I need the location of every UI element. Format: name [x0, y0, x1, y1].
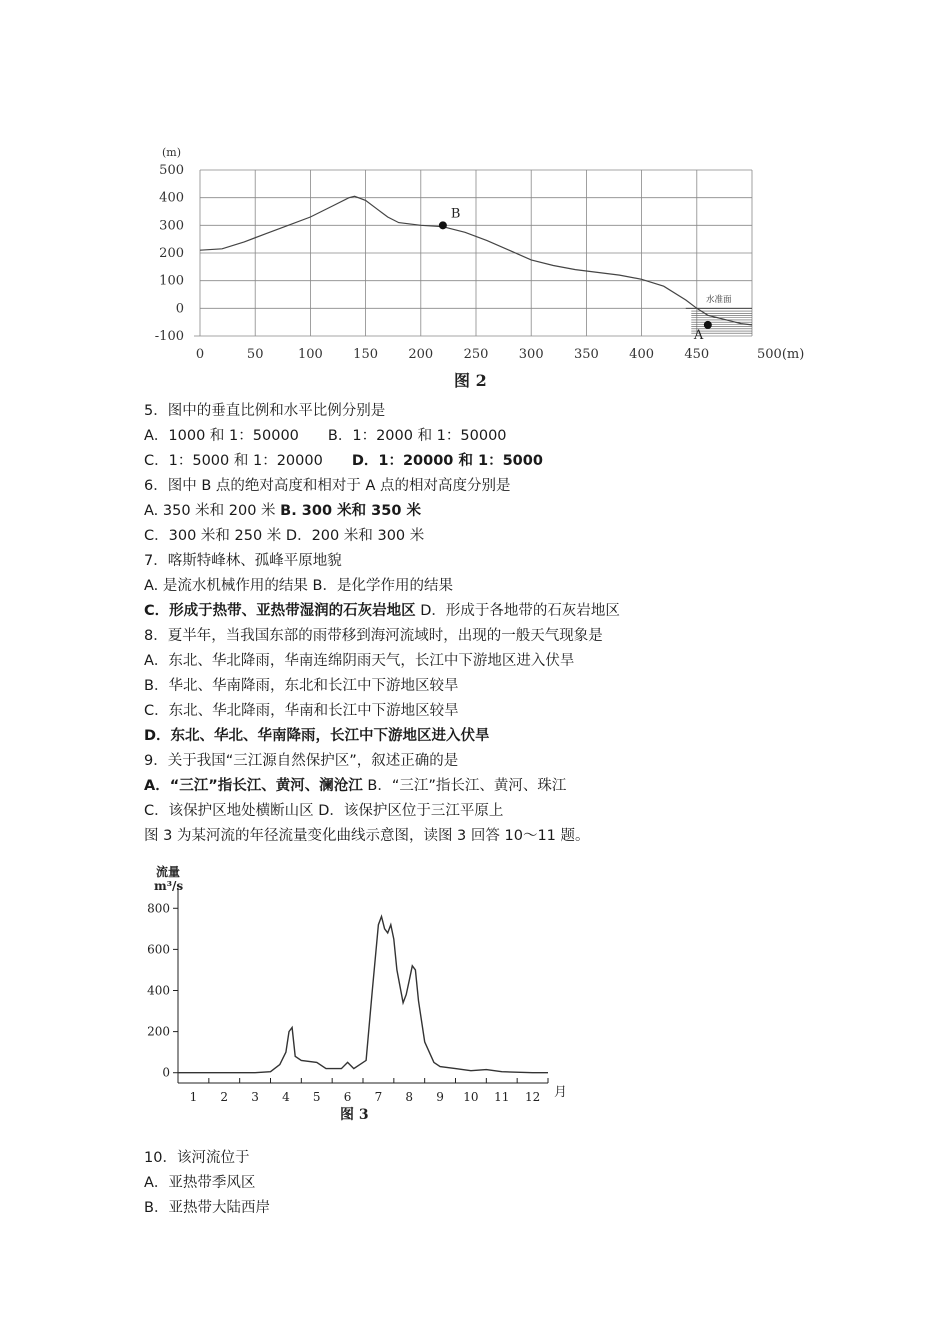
figure-3-caption: 图 3 — [340, 1107, 369, 1123]
y-tick-label: 800 — [147, 901, 170, 916]
figure-3-axes — [173, 888, 548, 1083]
question-line — [144, 799, 764, 824]
question-line — [144, 574, 764, 599]
y-tick-label: 400 — [147, 983, 170, 998]
question-line — [144, 1146, 764, 1171]
question-text: B．亚热带大陆西岸 — [144, 1200, 270, 1216]
question-text: C．1：5000 和 1：20000 — [144, 453, 352, 469]
question-line — [144, 774, 764, 799]
question-line — [144, 699, 764, 724]
x-tick-label: 200 — [408, 347, 434, 362]
question-text: B．华北、华南降雨，东北和长江中下游地区较旱 — [144, 678, 459, 694]
question-text: A. 350 米和 200 米 — [144, 503, 281, 519]
x-tick-label: 7 — [374, 1090, 383, 1104]
x-tick-label: 50 — [246, 347, 264, 362]
figure-2-grid — [194, 170, 752, 336]
question-block-10 — [144, 1146, 764, 1221]
question-text: C．300 米和 250 米 D．200 米和 300 米 — [144, 528, 425, 544]
y-tick-label: 500 — [159, 163, 184, 178]
question-text: D．形成于各地带的石灰岩地区 — [415, 603, 620, 619]
figure-2-caption: 图 2 — [454, 371, 487, 390]
label-a: A — [693, 327, 704, 343]
question-text: 7．喀斯特峰林、孤峰平原地貌 — [144, 553, 342, 569]
answer-text: A．“三江”指长江、黄河、澜沧江 — [144, 778, 363, 794]
answer-text: D．东北、华北、华南降雨，长江中下游地区进入伏旱 — [144, 728, 490, 744]
figure-3-ylabel-line2: m³/s — [154, 879, 184, 893]
question-line — [144, 424, 764, 449]
x-tick-label: 100 — [297, 347, 323, 362]
x-tick-label: 5 — [312, 1090, 321, 1104]
question-line — [144, 724, 764, 749]
x-tick-label: 3 — [251, 1090, 259, 1104]
question-text: A. 是流水机械作用的结果 B．是化学作用的结果 — [144, 578, 453, 594]
question-text: C．东北、华北降雨，华南和长江中下游地区较旱 — [144, 703, 459, 719]
x-tick-label: 6 — [343, 1090, 352, 1104]
question-text: 5．图中的垂直比例和水平比例分别是 — [144, 403, 386, 419]
answer-text: B. 300 米和 350 米 — [280, 503, 421, 519]
x-tick-label: 1 — [189, 1090, 198, 1104]
question-line — [144, 749, 764, 774]
x-tick-label: 4 — [282, 1090, 290, 1104]
question-text: B．“三江”指长江、黄河、珠江 — [362, 778, 567, 794]
y-tick-label: 600 — [147, 942, 170, 957]
question-line — [144, 474, 764, 499]
question-text: 8．夏半年，当我国东部的雨带移到海河流域时，出现的一般天气现象是 — [144, 628, 603, 644]
x-tick-label: 150 — [353, 347, 379, 362]
question-line — [144, 674, 764, 699]
figure-2-water-level-label: 水准面 — [706, 295, 732, 305]
figure-3-tick-labels — [147, 901, 540, 1104]
x-tick-label: 12 — [524, 1090, 541, 1104]
answer-text: C．形成于热带、亚热带湿润的石灰岩地区 — [144, 603, 416, 619]
figure-3-ylabel-line1: 流量 — [156, 865, 181, 879]
question-line — [144, 599, 764, 624]
x-tick-label: 0 — [195, 347, 205, 362]
question-block-5-9 — [144, 399, 764, 849]
figure-2-tick-labels — [155, 163, 709, 362]
y-tick-label: 100 — [159, 273, 184, 289]
question-line — [144, 549, 764, 574]
y-tick-label: 0 — [175, 301, 184, 317]
figure-2-points — [439, 206, 712, 343]
figure-2-y-unit: (m) — [162, 146, 182, 159]
question-text: C．该保护区地处横断山区 D．该保护区位于三江平原上 — [144, 803, 504, 819]
question-line — [144, 1196, 764, 1221]
x-tick-label: 400 — [629, 347, 655, 362]
question-text: A．1000 和 1：50000 B．1：2000 和 1：50000 — [144, 428, 507, 444]
figure-3-discharge-line — [178, 917, 548, 1073]
question-line — [144, 399, 764, 424]
figure-3-discharge-chart — [130, 858, 580, 1128]
x-tick-label: 2 — [220, 1090, 229, 1104]
answer-text: D．1：20000 和 1：5000 — [351, 453, 543, 469]
point-a — [704, 321, 712, 329]
x-tick-label: 9 — [436, 1090, 444, 1104]
x-tick-label: 8 — [405, 1090, 414, 1104]
x-tick-label: 250 — [463, 347, 489, 362]
x-tick-label: 300 — [518, 347, 544, 362]
point-b — [439, 221, 447, 229]
y-tick-label: 200 — [159, 246, 184, 261]
question-line — [144, 449, 764, 474]
y-tick-label: 300 — [159, 218, 184, 234]
question-line — [144, 649, 764, 674]
y-tick-label: 400 — [159, 190, 184, 206]
x-tick-label: 450 — [684, 347, 710, 362]
question-line — [144, 499, 764, 524]
question-text: 9．关于我国“三江源自然保护区”，叙述正确的是 — [144, 753, 459, 769]
y-tick-label: 200 — [147, 1024, 170, 1039]
label-b: B — [450, 206, 461, 222]
question-line — [144, 824, 764, 849]
question-line — [144, 1171, 764, 1196]
question-text: 10．该河流位于 — [144, 1150, 250, 1166]
x-tick-label: 10 — [463, 1090, 479, 1104]
x-tick-label: 350 — [573, 347, 599, 362]
y-tick-label: 0 — [162, 1065, 170, 1080]
figure-2-x-unit: 500(m) — [757, 347, 805, 362]
question-line — [144, 524, 764, 549]
question-text: A．亚热带季风区 — [144, 1175, 256, 1191]
question-text: 6．图中 B 点的绝对高度和相对于 A 点的相对高度分别是 — [144, 478, 511, 494]
y-tick-label: -100 — [154, 329, 184, 344]
question-text: A．东北、华北降雨，华南连绵阴雨天气，长江中下游地区进入伏旱 — [144, 653, 575, 669]
figure-2-profile-chart — [140, 140, 820, 395]
question-line — [144, 624, 764, 649]
figure-3-x-unit: 月 — [554, 1085, 568, 1100]
question-text: 图 3 为某河流的年径流量变化曲线示意图，读图 3 回答 10～11 题。 — [144, 828, 590, 844]
x-tick-label: 11 — [494, 1090, 510, 1104]
